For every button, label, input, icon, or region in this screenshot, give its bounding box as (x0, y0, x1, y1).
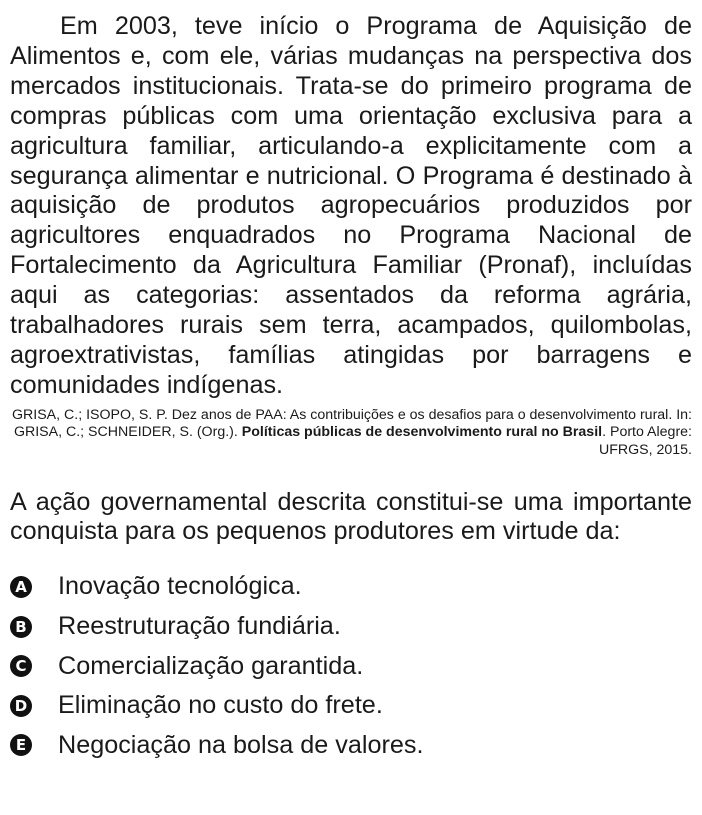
option-c-text: Comercialização garantida. (58, 651, 364, 680)
option-a-letter-badge: A (10, 576, 32, 598)
question-stem: A ação governamental descrita constitui-se uma importante conquista para os pequenos produtores em virtude da: (10, 487, 692, 546)
citation-book-title: Políticas públicas de desenvolvimento rural no Brasil (241, 424, 603, 441)
option-a[interactable] (10, 567, 692, 607)
option-e-letter-badge: E (10, 734, 32, 756)
citation-part-1: GRISA, C.; ISOPO, S. P. Dez anos de PAA: As contribuições e os desafios para o desenvolvimento rural. In: GRISA, C.; SCHNEIDER, S. (Org.). (11, 406, 692, 441)
option-a-text: Inovação tecnológica. (58, 572, 302, 601)
option-d-text: Eliminação no custo do frete. (58, 691, 383, 720)
citation-part-2: . Porto Alegre: UFRGS, 2015. (598, 424, 692, 458)
option-c-letter-badge: C (10, 655, 32, 677)
option-e-text: Negociação na bolsa de valores. (58, 730, 424, 759)
option-e[interactable] (10, 726, 692, 766)
option-b-letter-badge: B (10, 616, 32, 638)
citation (10, 407, 692, 460)
answer-options (10, 567, 692, 765)
option-d[interactable] (10, 686, 692, 726)
option-d-letter-badge: D (10, 695, 32, 717)
option-c[interactable] (10, 646, 692, 686)
passage-text: Em 2003, teve início o Programa de Aquisição de Alimentos e, com ele, várias mudanças na perspectiva dos mercados institucionais. Trata-se do primeiro programa de compras públicas com uma orientação exclusiva para a agricultura familiar, articulando-a explicitamente com a segurança alimentar e nutricional. O Programa é destinado à aquisição de produtos agropecuários produzidos por agricultores enquadrados no Programa Nacional de Fortalecimento da Agricultura Familiar (Pronaf), incluídas aqui as categorias: assentados da reforma agrária, trabalhadores rurais sem terra, acampados, quilombolas, agroextrativistas, famílias atingidas por barragens e comunidades indígenas. (10, 12, 692, 399)
option-b[interactable] (10, 607, 692, 647)
option-b-text: Reestruturação fundiária. (58, 612, 341, 641)
